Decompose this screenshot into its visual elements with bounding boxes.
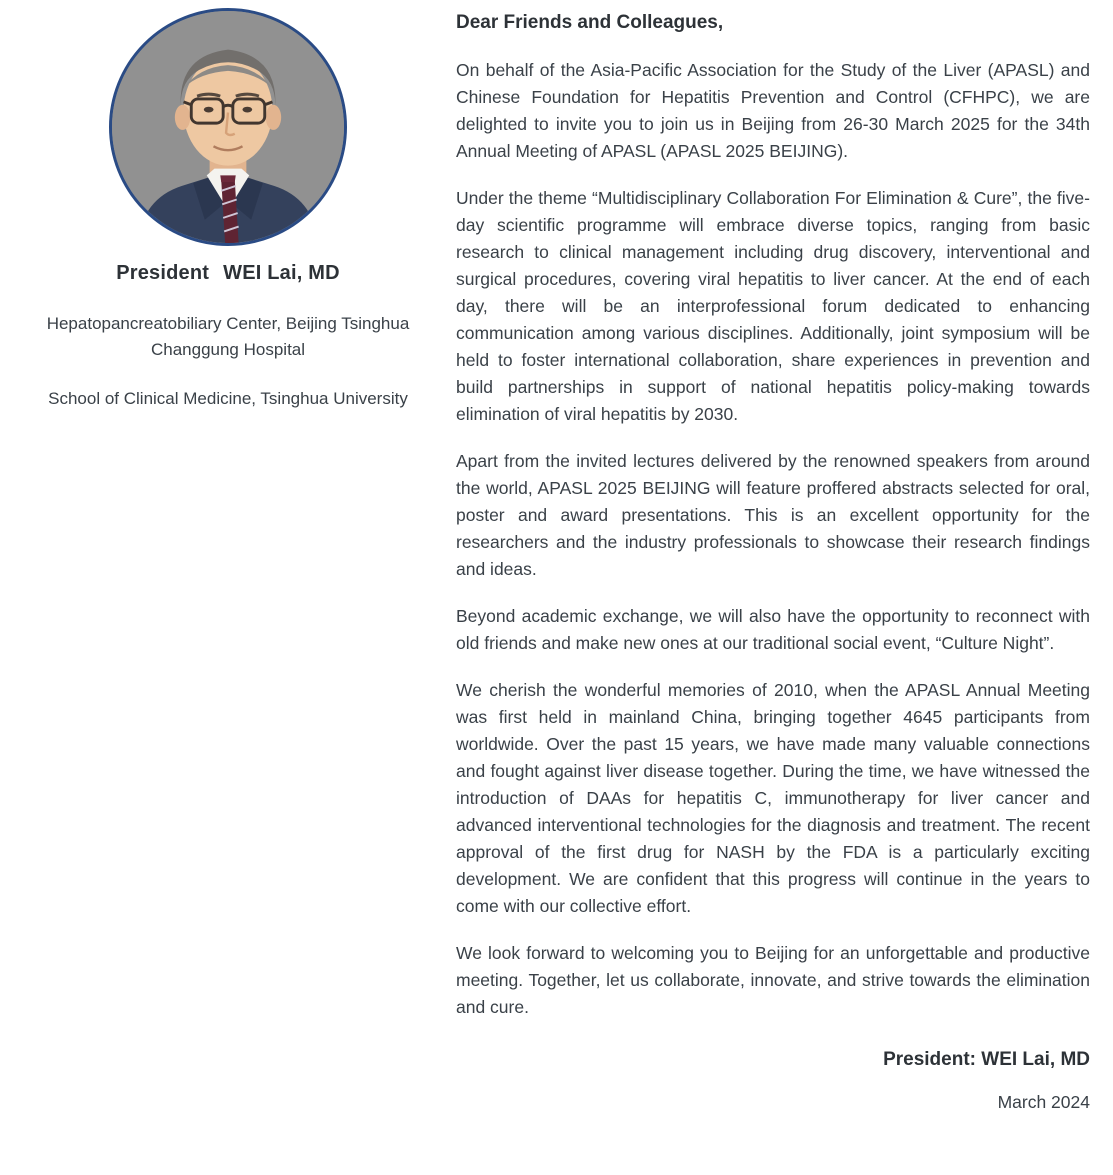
letter-signature: President: WEI Lai, MD bbox=[883, 1048, 1090, 1070]
president-photo bbox=[109, 8, 347, 246]
letter-body bbox=[456, 0, 1113, 1175]
letter-paragraph-4: Beyond academic exchange, we will also have the opportunity to reconnect with old friends and make new ones at our traditional social event, “Culture Night”. bbox=[456, 605, 1090, 653]
president-portrait-illustration bbox=[112, 11, 344, 243]
letter-paragraph-6: We look forward to welcoming you to Beijing for an unforgettable and productive meeting. Together, let us collaborate, innovate, and strive towards the elimination and cure. bbox=[456, 942, 1090, 1017]
president-name: WEI Lai, MD bbox=[223, 262, 340, 284]
letter-paragraph-2: Under the theme “Multidisciplinary Collaboration For Elimination & Cure”, the five-day scientific programme will embrace diverse topics, ranging from basic research to clinical management including drug discovery, interventional and surgical procedures, covering viral hepatitis to liver cancer. At the end of each day, there will be an interprofessional forum dedicated to enhancing communication among various disciplines. Additionally, joint symposium will be held to foster international collaboration, share experiences in prevention and build partnerships in support of national hepatitis policy-making towards elimination of viral hepatitis by 2030. bbox=[456, 187, 1090, 424]
affiliation-university: School of Clinical Medicine, Tsinghua University bbox=[48, 389, 408, 408]
letter-date: March 2024 bbox=[997, 1091, 1090, 1112]
president-title-line bbox=[0, 262, 456, 285]
president-title-label: President bbox=[116, 262, 210, 284]
affiliation-hospital: Hepatopancreatobiliary Center, Beijing Tsinghua Changgung Hospital bbox=[46, 314, 410, 359]
letter-paragraph-5: We cherish the wonderful memories of 2010, when the APASL Annual Meeting was first held in mainland China, bringing together 4645 participants from worldwide. Over the past 15 years, we have made many valuable connections and fought against liver disease together. During the time, we have witnessed the introduction of DAAs for hepatitis C, immunotherapy for liver cancer and advanced interventional technologies for the diagnosis and treatment. The recent approval of the first drug for NASH by the FDA is a particularly exciting development. We are confident that this progress will continue in the years to come with our collective effort. bbox=[456, 679, 1090, 916]
letter-paragraph-1: On behalf of the Asia-Pacific Association for the Study of the Liver (APASL) and Chinese Foundation for Hepatitis Prevention and Control (CFHPC), we are delighted to invite you to join us in Beijing from 26-30 March 2025 for the 34th Annual Meeting of APASL (APASL 2025 BEIJING). bbox=[456, 59, 1090, 161]
letter-salutation: Dear Friends and Colleagues, bbox=[456, 12, 724, 33]
president-card bbox=[0, 0, 456, 1175]
letter-paragraph-3: Apart from the invited lectures delivered by the renowned speakers from around the world, APASL 2025 BEIJING will feature proffered abstracts selected for oral, poster and award presentations. This is an excellent opportunity for the researchers and the industry professionals to showcase their research findings and ideas. bbox=[456, 450, 1090, 579]
